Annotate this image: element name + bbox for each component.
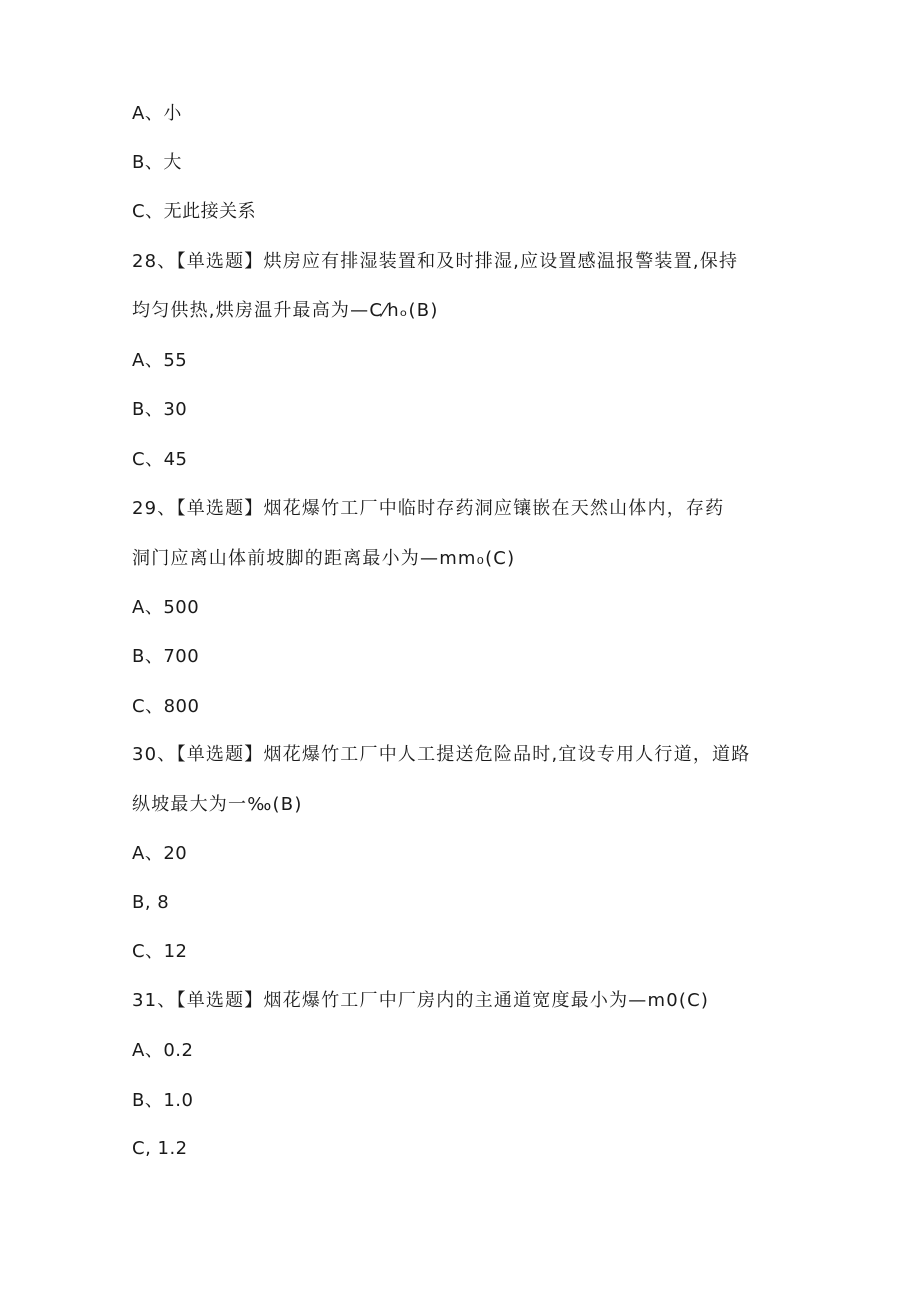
option-line: A、55: [132, 350, 188, 371]
option-line: A、小: [132, 103, 182, 124]
option-line: B, 8: [132, 892, 170, 913]
option-line: B、大: [132, 152, 182, 173]
question-line: 28、【单选题】烘房应有排湿装置和及时排湿,应设置感温报警装置,保持: [132, 251, 739, 272]
option-line: A、0.2: [132, 1040, 194, 1061]
question-line: 纵坡最大为一‰(B): [132, 794, 303, 815]
option-line: C、800: [132, 696, 200, 717]
option-line: C、无此接关系: [132, 201, 257, 222]
question-line: 30、【单选题】烟花爆竹工厂中人工提送危险品时,宜设专用人行道，道路: [132, 744, 751, 765]
option-line: B、700: [132, 646, 200, 667]
question-line: 31、【单选题】烟花爆竹工厂中厂房内的主通道宽度最小为—m0(C): [132, 990, 710, 1011]
option-line: A、500: [132, 597, 200, 618]
option-line: C, 1.2: [132, 1138, 188, 1159]
option-line: A、20: [132, 843, 188, 864]
option-line: B、30: [132, 399, 188, 420]
option-line: C、45: [132, 449, 188, 470]
question-line: 洞门应离山体前坡脚的距离最小为—mm₀(C): [132, 548, 516, 569]
option-line: C、12: [132, 941, 188, 962]
question-line: 29、【单选题】烟花爆竹工厂中临时存药洞应镶嵌在天然山体内，存药: [132, 498, 725, 519]
option-line: B、1.0: [132, 1090, 194, 1111]
question-line: 均匀供热,烘房温升最高为—C⁄hₒ(B): [132, 300, 439, 321]
